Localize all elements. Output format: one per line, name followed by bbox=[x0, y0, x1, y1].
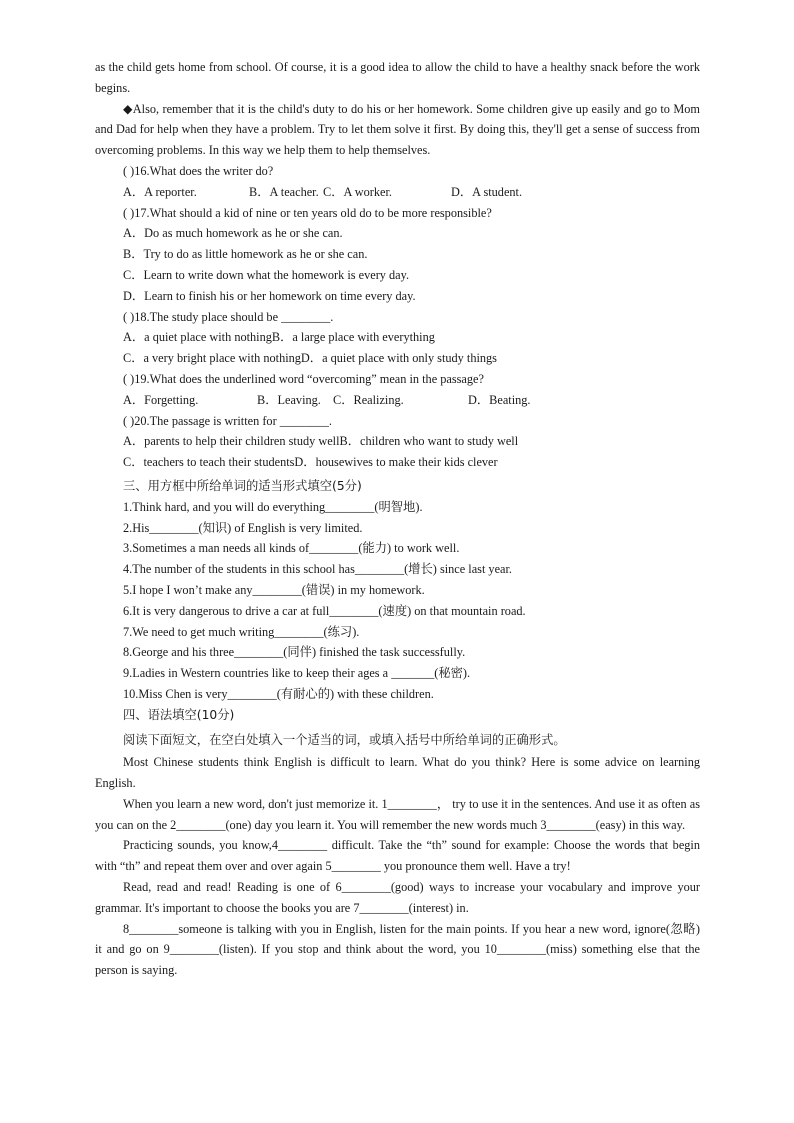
options-cd: C．teachers to teach their studentsD．housewives to make their kids clever bbox=[123, 455, 498, 470]
option-c: C．A worker. bbox=[323, 184, 392, 199]
fill-item: 10.Miss Chen is very________(有耐心的) with these children. bbox=[123, 686, 434, 701]
fill-item: 6.It is very dangerous to drive a car at full________(速度) on that mountain road. bbox=[123, 603, 526, 618]
cloze-paragraph: Practicing sounds, you know,4________ difficult. Take the “th” sound for example: Choose the words that begin with “th” and repeat them over and over again 5________ you pronounce them well. Have a try! bbox=[95, 838, 700, 874]
options-cd: C．a very bright place with nothingD．a quiet place with only study things bbox=[123, 351, 497, 366]
question-18-stem: ( )18.The study place should be ________. bbox=[123, 309, 334, 324]
question-16-stem: ( )16.What does the writer do? bbox=[123, 163, 274, 178]
fill-item: 9.Ladies in Western countries like to keep their ages a _______(秘密). bbox=[123, 666, 471, 681]
option-d: D．A student. bbox=[451, 184, 523, 199]
cloze-paragraph: Read, read and read! Reading is one of 6________(good) ways to increase your vocabulary and improve your grammar. It's important to choose the books you are 7________(interest) in. bbox=[95, 880, 700, 915]
option-c: C．Realizing. bbox=[333, 392, 404, 407]
section-3-heading: 三、用方框中所给单词的适当形式填空(5分) bbox=[123, 478, 362, 493]
option-a: A．Forgetting. bbox=[123, 392, 199, 407]
option-a: A．A reporter. bbox=[123, 184, 197, 199]
option-d: D．Beating. bbox=[468, 392, 531, 407]
fill-item: 5.I hope I won’t make any________(错误) in my homework. bbox=[123, 582, 425, 597]
question-17-stem: ( )17.What should a kid of nine or ten years old do to be more responsible? bbox=[123, 205, 492, 220]
fill-item: 3.Sometimes a man needs all kinds of________(能力) to work well. bbox=[123, 541, 460, 556]
fill-item: 7.We need to get much writing________(练习). bbox=[123, 624, 360, 639]
cloze-paragraph: Most Chinese students think English is difficult to learn. What do you think? Here is some advice on learning English. bbox=[95, 755, 700, 791]
document-page bbox=[95, 57, 700, 981]
question-19-stem: ( )19.What does the underlined word “overcoming” mean in the passage? bbox=[123, 371, 484, 386]
cloze-paragraph: 8________someone is talking with you in English, listen for the main points. If you hear a new word, ignore(忽略) it and go on 9________(listen). If you stop and think about the word, you 10________(miss) something else that the person is saying. bbox=[95, 921, 700, 978]
option-c: C．Learn to write down what the homework is every day. bbox=[123, 267, 410, 282]
cloze-paragraph: When you learn a new word, don't just memorize it. 1________， try to use it in the sentences. And use it as often as you can on the 2________(one) day you learn it. You will remember the new words much 3________(easy) in this way. bbox=[95, 796, 700, 832]
option-b: B．Try to do as little homework as he or she can. bbox=[123, 247, 368, 262]
passage-paragraph-text: Also, remember that it is the child's duty to do his or her homework. Some children give up easily and go to Mom and Dad for help when they have a problem. Try to let them solve it first. By doing this, they'll get a sense of success from overcoming problems. In this way we help them to help themselves. bbox=[95, 101, 700, 158]
option-a: A．Do as much homework as he or she can. bbox=[123, 226, 343, 241]
options-ab: A．a quiet place with nothingB．a large place with everything bbox=[123, 330, 435, 345]
question-20-stem: ( )20.The passage is written for ________. bbox=[123, 413, 332, 428]
passage-tail-line: as the child gets home from school. Of course, it is a good idea to allow the child to have a healthy snack before the work begins. bbox=[95, 60, 700, 95]
fill-item: 1.Think hard, and you will do everything________(明智地). bbox=[123, 499, 423, 514]
passage-paragraph bbox=[95, 99, 700, 161]
options-ab: A．parents to help their children study wellB．children who want to study well bbox=[123, 434, 519, 449]
diamond-bullet-icon: ◆ bbox=[123, 101, 133, 116]
fill-item: 4.The number of the students in this school has________(增长) since last year. bbox=[123, 562, 512, 577]
fill-item: 2.His________(知识) of English is very limited. bbox=[123, 520, 363, 535]
fill-item: 8.George and his three________(同伴) finished the task successfully. bbox=[123, 645, 466, 660]
question-16-options bbox=[95, 182, 700, 203]
option-b: B．Leaving. bbox=[257, 392, 321, 407]
question-19-options bbox=[95, 390, 700, 411]
section-4-instruction: 阅读下面短文，在空白处填入一个适当的词，或填入括号中所给单词的正确形式。 bbox=[123, 732, 566, 747]
option-b: B．A teacher. bbox=[249, 184, 319, 199]
option-d: D．Learn to finish his or her homework on time every day. bbox=[123, 288, 416, 303]
section-4-heading: 四、语法填空(10分) bbox=[123, 707, 235, 722]
